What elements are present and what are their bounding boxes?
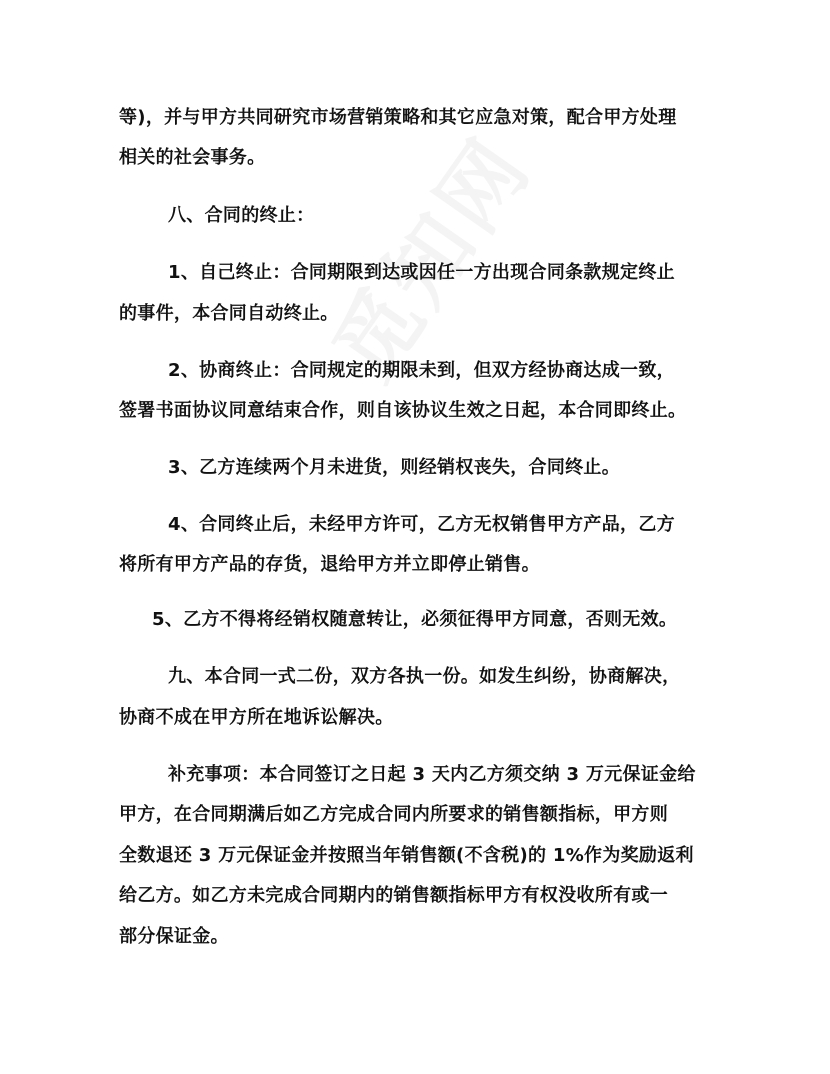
text-line: 将所有甲方产品的存货，退给甲方并立即停止销售。: [119, 554, 540, 575]
text-line: 全数退还 3 万元保证金并按照当年销售额(不含税)的 1%作为奖励返利: [119, 845, 694, 866]
text-line: 给乙方。如乙方未完成合同期内的销售额指标甲方有权没收所有或一: [119, 885, 668, 906]
text-line: 甲方，在合同期满后如乙方完成合同内所要求的销售额指标，甲方则: [119, 804, 668, 825]
text-line: 1、自己终止：合同期限到达或因任一方出现合同条款规定终止: [168, 262, 675, 283]
text-line: 的事件，本合同自动终止。: [119, 303, 339, 324]
section-heading: 八、合同的终止：: [168, 205, 315, 226]
text-line: 5、乙方不得将经销权随意转让，必须征得甲方同意，否则无效。: [152, 609, 678, 630]
supplement-heading: 补充事项：本合同签订之日起 3 天内乙方须交纳 3 万元保证金给: [168, 764, 696, 785]
watermark: [300, 109, 554, 400]
text-line: 部分保证金。: [119, 926, 229, 947]
section-heading: 九、本合同一式二份，双方各执一份。如发生纠纷，协商解决，: [168, 666, 681, 687]
text-line: 相关的社会事务。: [119, 147, 266, 168]
text-line: 协商不成在甲方所在地诉讼解决。: [119, 707, 394, 728]
text-line: 签署书面协议同意结束合作，则自该协议生效之日起，本合同即终止。: [119, 400, 687, 421]
text-line: 3、乙方连续两个月未进货，则经销权丧失，合同终止。: [168, 457, 621, 478]
text-line: 4、合同终止后，未经甲方许可，乙方无权销售甲方产品，乙方: [168, 514, 675, 535]
text-line: 2、协商终止：合同规定的期限未到，但双方经协商达成一致，: [168, 360, 675, 381]
text-line: 等)，并与甲方共同研究市场营销策略和其它应急对策，配合甲方处理: [119, 107, 677, 128]
